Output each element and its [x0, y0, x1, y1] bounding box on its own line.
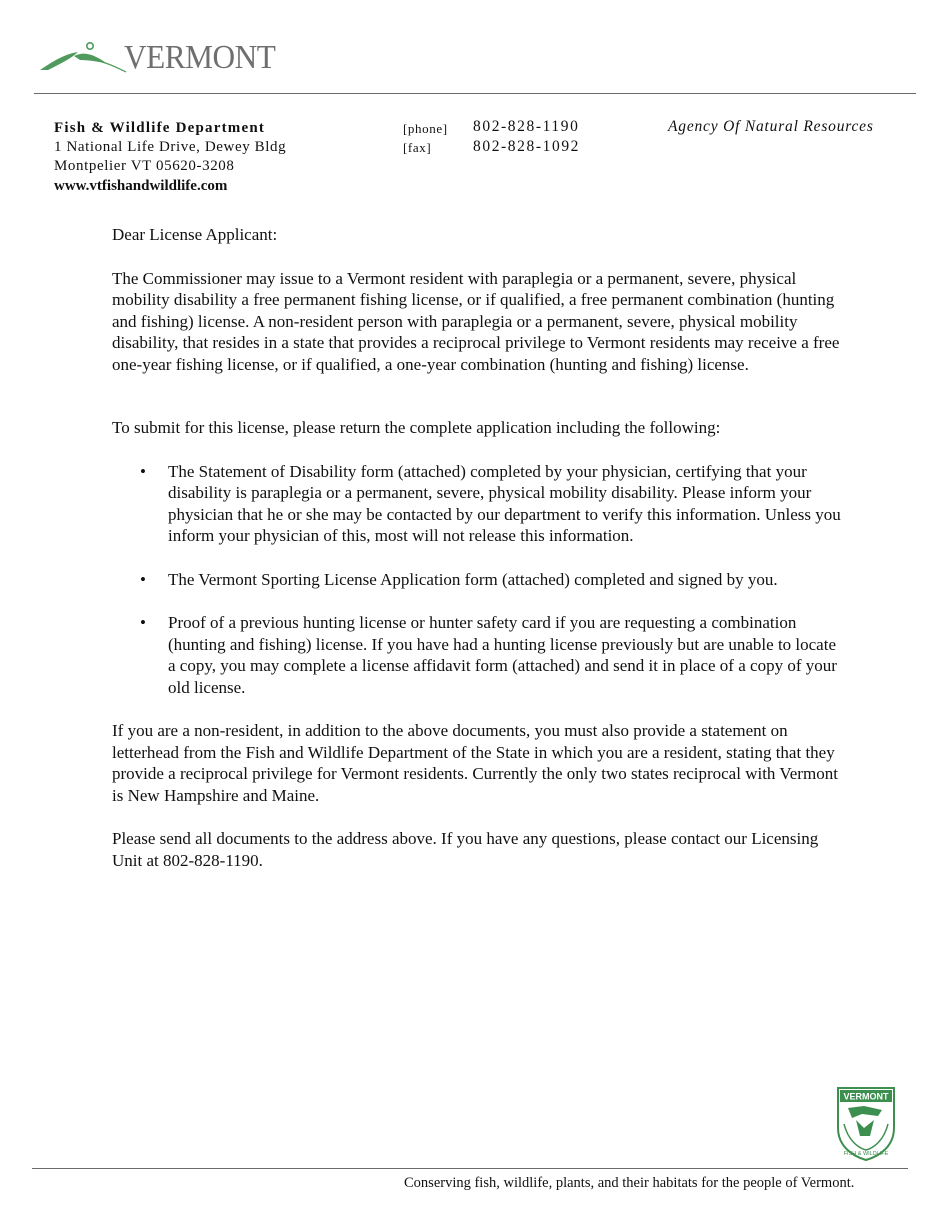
nonresident-paragraph: If you are a non-resident, in addition to the above documents, you must also provide a statement on letterhead from the Fish and Wildlife Department of the State in which you are a resident, stating that they provide a reciprocal privilege for Vermont residents. Currently the only two states reciprocal with Vermont is New Hampshire and Maine. [112, 721, 838, 805]
requirements-list [112, 461, 842, 699]
agency-name: Agency Of Natural Resources [668, 118, 874, 135]
phone-label: [phone] [403, 121, 448, 136]
fish-wildlife-seal [834, 1084, 898, 1162]
fax-number: 802-828-1092 [473, 138, 581, 155]
letter-body [112, 224, 842, 871]
address-line-1: 1 National Life Drive, Dewey Bldg [54, 139, 287, 155]
list-item [112, 612, 842, 698]
header-divider [34, 93, 916, 94]
bullet-icon: • [140, 461, 146, 481]
bullet-icon: • [140, 613, 146, 632]
fax-label: [fax] [403, 140, 432, 155]
seal-top-text: VERMONT [843, 1091, 889, 1102]
eligibility-paragraph: The Commissioner may issue to a Vermont resident with paraplegia or a permanent, severe, physical mobility disability a free permanent fishing license, or if qualified, a free permanent combination (hunting and fishing) license. A non-resident person with paraplegia or a permanent, severe, physical mobility disability, that resides in a state that provides a reciprocal privilege to Vermont residents may receive a free one-year fishing license, or if qualified, a one-year combination (hunting and fishing) license. [112, 268, 840, 374]
list-item [112, 461, 842, 547]
vermont-logo [38, 38, 278, 78]
bullet-icon: • [140, 569, 146, 589]
mountain-logo-icon [38, 40, 128, 76]
seal-icon [834, 1084, 898, 1162]
logo-wordmark: VERMONT [124, 39, 276, 76]
requirement-text: The Vermont Sporting License Application form (attached) completed and signed by you. [168, 569, 778, 589]
requirement-text: Proof of a previous hunting license or hunter safety card if you are requesting a combination (hunting and fishing) license. If you have had a hunting license previously but are unable to locate a copy, you may complete a license affidavit form (attached) and send it in place of a copy of your old license. [168, 613, 837, 697]
closing-paragraph: Please send all documents to the address above. If you have any questions, please contact our Licensing Unit at 802-828-1190. [112, 829, 819, 870]
salutation: Dear License Applicant: [112, 225, 278, 244]
list-item [112, 569, 842, 591]
footer-divider [32, 1168, 908, 1169]
seal-bottom-text: FISH & WILDLIFE [843, 1151, 889, 1157]
submission-intro: To submit for this license, please return the complete application including the following: [112, 418, 721, 437]
requirement-text: The Statement of Disability form (attached) completed by your physician, certifying that your disability is paraplegia or a permanent, severe, physical mobility disability. Please inform your physician that he or she may be contacted by our department to verify this information. Unless you inform your physician of this, most will not release this information. [168, 461, 841, 545]
address-line-2: Montpelier VT 05620-3208 [54, 158, 235, 174]
phone-number: 802-828-1190 [473, 118, 580, 135]
department-name: Fish & Wildlife Department [54, 120, 266, 136]
website-link[interactable]: www.vtfishandwildlife.com [54, 178, 228, 194]
footer-tagline: Conserving fish, wildlife, plants, and their habitats for the people of Vermont. [404, 1175, 855, 1191]
